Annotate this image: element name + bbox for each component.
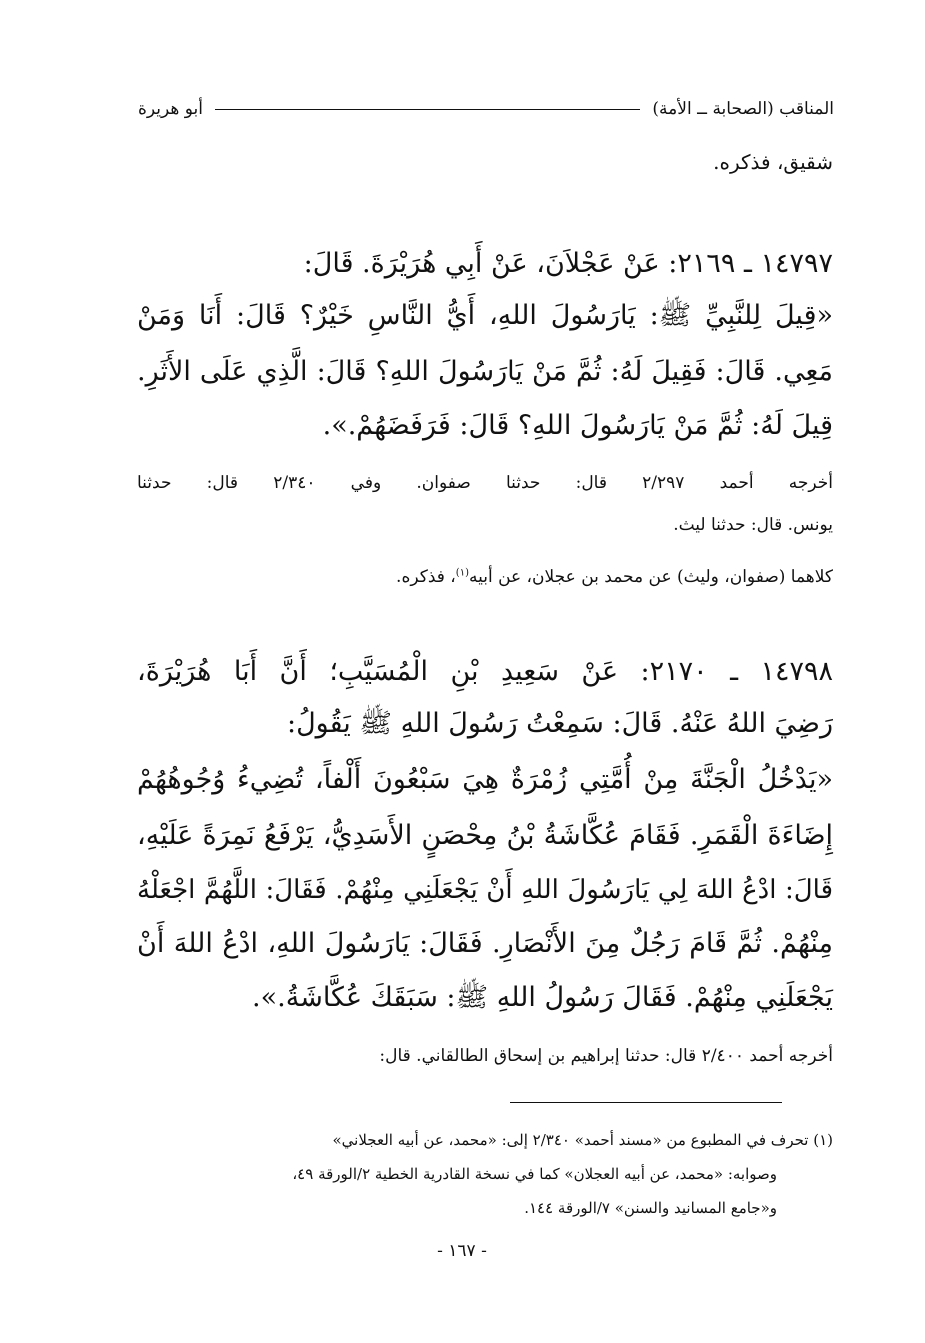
footnote-ref: (١) (455, 567, 469, 579)
hadith-1-citation: يونس. قال: حدثنا ليث. (673, 515, 833, 535)
hadith-1-chain (137, 561, 833, 593)
hadith-2-line: رَضِيَ اللهُ عَنْهُ. قَالَ: سَمِعْتُ رَسُولَ اللهِ ﷺ يَقُولُ: (286, 708, 833, 739)
hadith-2-line: «يَدْخُلُ الْجَنَّةَ مِنْ أُمَّتِي زُمْرَةٌ هِيَ سَبْعُونَ أَلْفاً، تُضِيءُ وُجُوهُهُمْ (137, 764, 833, 795)
chain-text: كلاهما (صفوان، وليث) عن محمد بن عجلان، عن أبيه (468, 567, 833, 587)
running-header (138, 96, 834, 122)
chain-end: ، فذكره. (396, 567, 456, 587)
hadith-1-line: مَعِي. قَالَ: فَقِيلَ لَهُ: ثُمَّ مَنْ يَارَسُولَ اللهِ؟ قَالَ: الَّذِي عَلَى الأَثَرِ. (137, 356, 833, 387)
page-number: - ١٦٧ - (437, 1241, 487, 1261)
hadith-1-line: قِيلَ لَهُ: ثُمَّ مَنْ يَارَسُولَ اللهِ؟ قَالَ: فَرَفَضَهُمْ.». (322, 410, 833, 441)
hadith-2-line: إِضَاءَةَ الْقَمَرِ. فَقَامَ عُكَّاشَةُ بْنُ مِحْصَنٍ الأَسَدِيُّ، يَرْفَعُ نَمِرَةً عَلَيْهِ، (137, 820, 833, 851)
hadith-2-citation: أخرجه أحمد ٢/٤٠٠ قال: حدثنا إبراهيم بن إسحاق الطالقاني. قال: (379, 1046, 833, 1066)
footnote-line: وصوابه: «محمد، عن أبيه العجلان» كما في نسخة القادرية الخطية ٢/الورقة ٤٩، (292, 1165, 777, 1183)
hadith-1-heading: ١٤٧٩٧ ـ ٢١٦٩: عَنْ عَجْلاَنَ، عَنْ أَبِي هُرَيْرَةَ. قَالَ: (303, 248, 833, 279)
footnote-line: و«جامع المسانيد والسنن» ٧/الورقة ١٤٤. (524, 1199, 777, 1217)
hadith-2-line: قَالَ: ادْعُ اللهَ لِي يَارَسُولَ اللهِ أَنْ يَجْعَلَنِي مِنْهُمْ. فَقَالَ: اللَّهُمَّ اجْعَلْهُ (137, 875, 833, 905)
header-section-title: المناقب (الصحابة ــ الأمة) (652, 99, 834, 119)
hadith-2-line: مِنْهُمْ. ثُمَّ قَامَ رَجُلٌ مِنَ الأَنْصَارِ. فَقَالَ: يَارَسُولَ اللهِ، ادْعُ اللهَ أَنْ (137, 928, 833, 959)
header-rule (215, 109, 640, 110)
hadith-2-heading: ١٤٧٩٨ ـ ٢١٧٠: عَنْ سَعِيدِ بْنِ الْمُسَيَّبِ؛ أَنَّ أَبَا هُرَيْرَةَ، (137, 656, 833, 687)
hadith-1-line: «قِيلَ لِلنَّبِيِّ ﷺ: يَارَسُولَ اللهِ، أَيُّ النَّاسِ خَيْرٌ؟ قَالَ: أَنَا وَمَنْ (137, 300, 833, 331)
header-chapter-title: أبو هريرة (138, 99, 204, 119)
footnote-line: (١) تحرف في المطبوع من «مسند أحمد» ٢/٣٤٠ إلى: «محمد، عن أبيه العجلاني» (332, 1131, 833, 1149)
intro-line: شقيق، فذكره. (713, 150, 833, 174)
footnote-rule (510, 1102, 782, 1103)
hadith-1-citation: أخرجه أحمد ٢/٢٩٧ قال: حدثنا صفوان. وفي ٢/٣٤٠ قال: حدثنا (137, 473, 834, 493)
hadith-2-line: يَجْعَلَنِي مِنْهُمْ. فَقَالَ رَسُولُ اللهِ ﷺ: سَبَقَكَ عُكَّاشَةُ.». (252, 982, 833, 1013)
